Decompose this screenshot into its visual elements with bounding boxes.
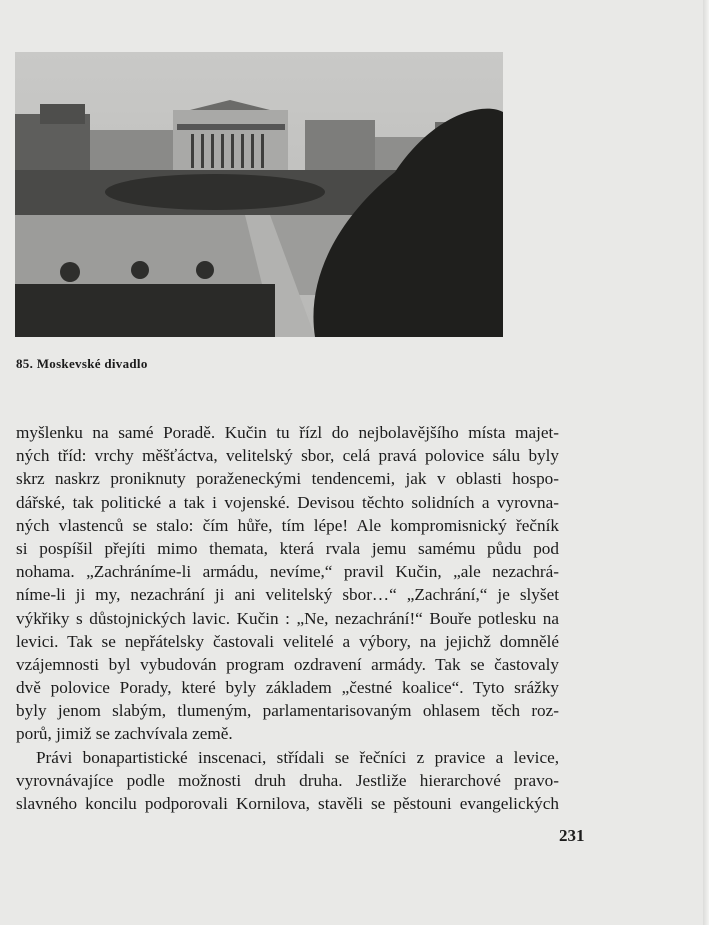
text-line: níme-li ji my, nezachrání ji ani velitelský sbor…“ „Zachrání,“ je slyšet	[16, 585, 559, 605]
text-line: byly jenom slabým, tlumeným, parlamentarisovaným ohlasem těch roz-	[16, 701, 559, 721]
text-line: dvě polovice Porady, které byly základem „čestné koalice“. Tyto srážky	[16, 678, 559, 698]
text-line: výkřiky s důstojnických lavic. Kučin : „Ne, nezachrání!“ Bouře potlesku na	[16, 608, 559, 628]
text-line: skrz naskrz proniknuty poraženeckými tendencemi, jak v oblasti hospo-	[16, 469, 559, 489]
text-line: ných vlastenců se stalo: čím hůře, tím lépe! Ale kompromisnický řečník	[16, 515, 559, 535]
text-line: Právi bonapartistické inscenaci, střídali se řečníci z pravice a levice,	[36, 747, 559, 767]
text-line: myšlenku na samé Poradě. Kučin tu řízl do nejbolavějšího místa majet-	[16, 423, 559, 442]
page-number: 231	[559, 826, 585, 845]
body-text	[16, 421, 559, 815]
text-line: porů, jimiž se zachvívala země.	[16, 724, 233, 744]
text-line: ných tříd: vrchy měšťáctva, velitelský sbor, celá pravá polovice sálu byly	[16, 446, 559, 466]
text-line: slavného koncilu podporovali Kornilova, stavěli se pěstouni evangelických	[16, 794, 559, 813]
figure-caption: 85. Moskevské divadlo	[16, 356, 148, 371]
text-line: levici. Tak se nepřátelsky častovali velitelé a výbory, na jejichž domnělé	[16, 631, 559, 651]
text-line: dářské, tak politické a tak i vojenské. Devisou těchto solidních a vyrovna-	[16, 492, 559, 512]
text-line: si pospíšil přejíti mimo themata, která rvala jemu samému půdu pod	[16, 538, 559, 558]
theatre-photo-image	[15, 52, 503, 337]
text-line: vzájemnosti byl vybudován program ozdravení armády. Tak se častovaly	[16, 654, 559, 674]
text-line: nohama. „Zachráníme-li armádu, nevíme,“ pravil Kučin, „ale nezachrá-	[16, 562, 559, 582]
page-edge	[703, 0, 709, 925]
text-line: vyrovnávajíce podle možnosti druh druha. Jestliže hierarchové pravo-	[16, 770, 559, 790]
photo-moscow-theatre	[15, 52, 503, 337]
